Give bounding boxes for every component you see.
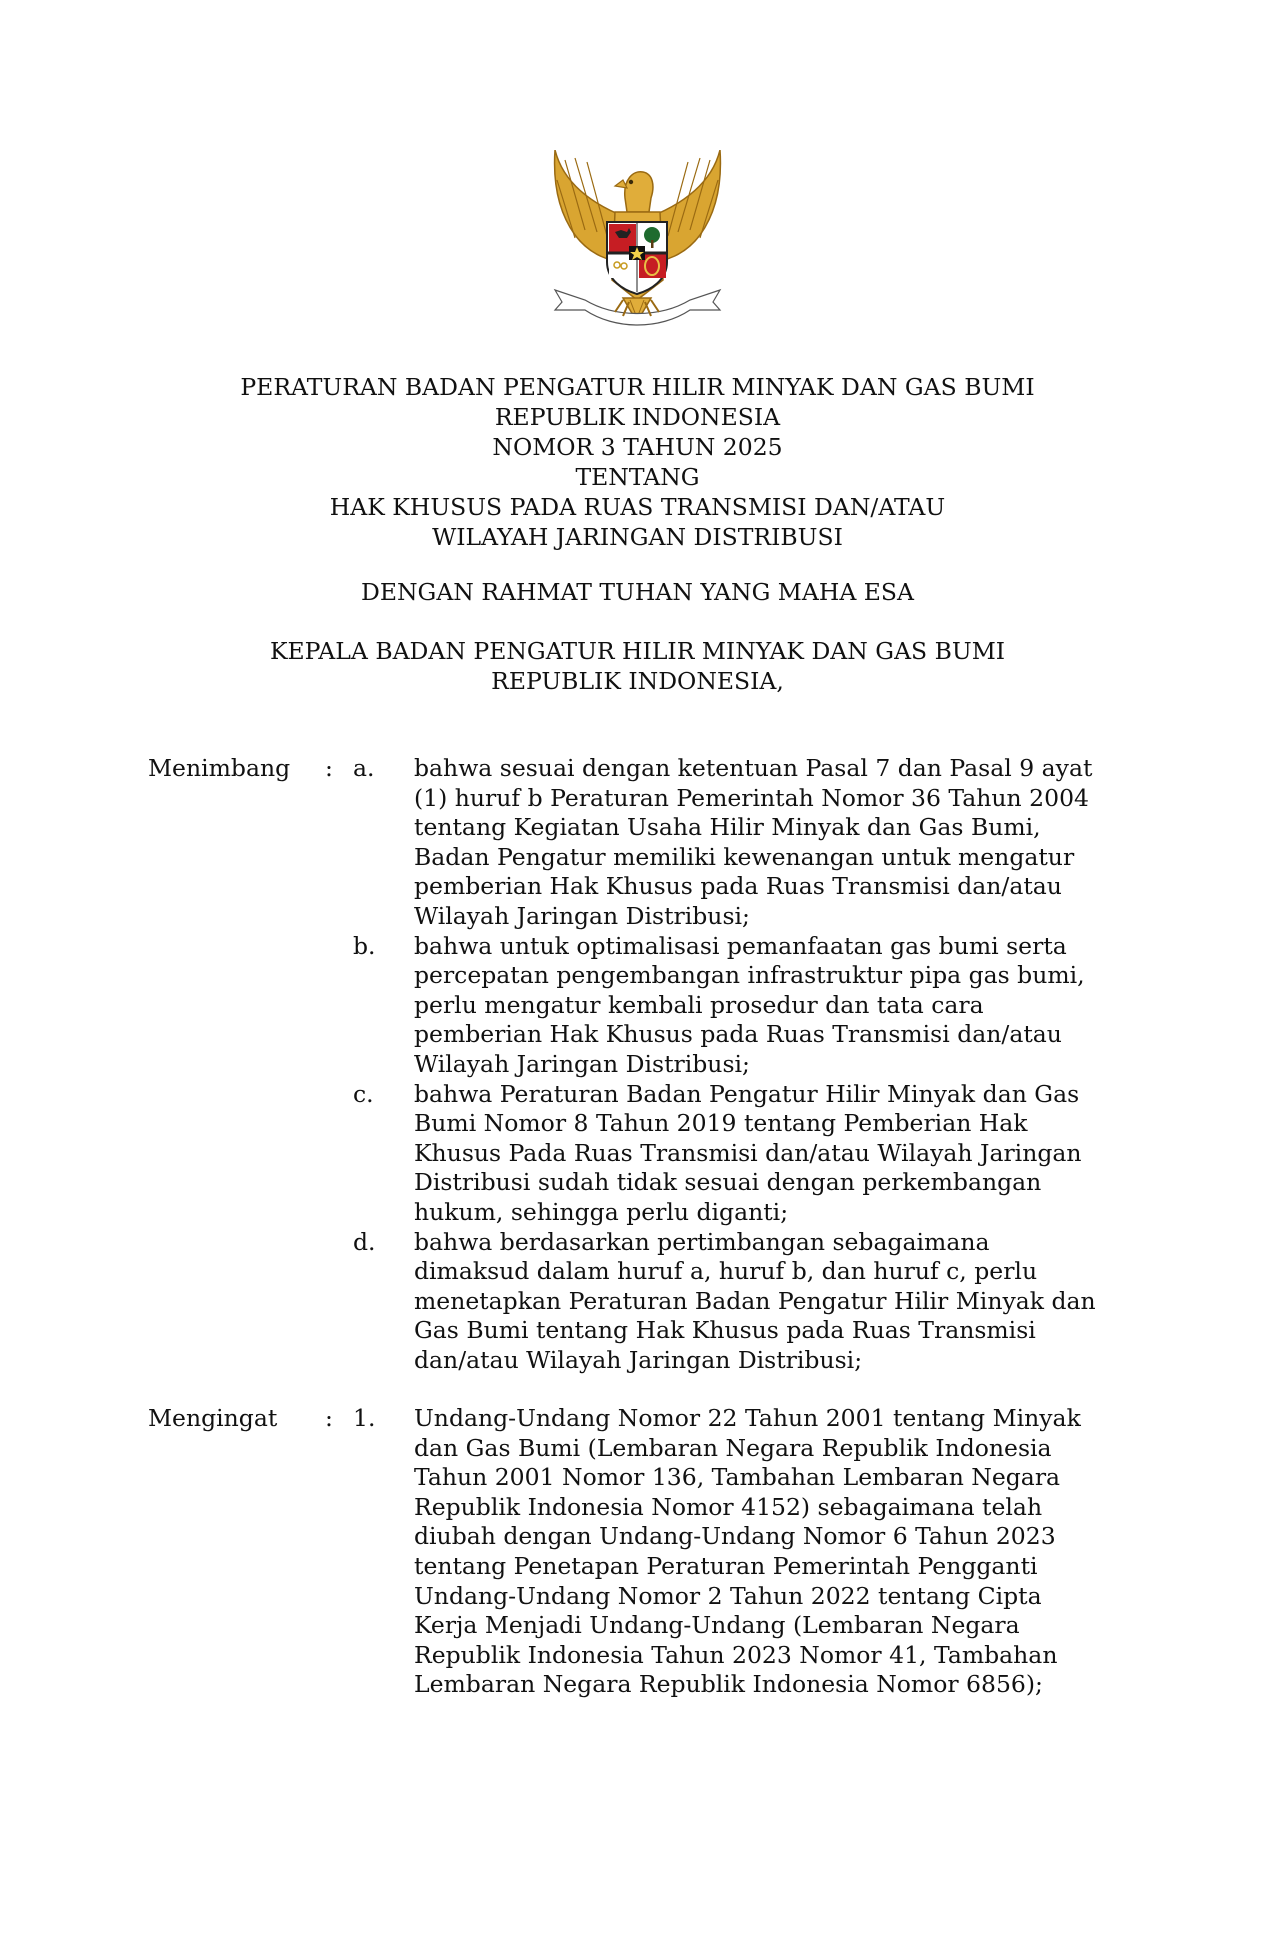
mengingat-section bbox=[148, 1404, 1133, 1700]
item-text bbox=[414, 1227, 1096, 1376]
item-marker: c. bbox=[353, 1079, 374, 1108]
text-line: bahwa sesuai dengan ketentuan Pasal 7 dan Pasal 9 ayat bbox=[414, 754, 1093, 782]
title-line: WILAYAH JARINGAN DISTRIBUSI bbox=[432, 523, 843, 551]
text-line: Republik Indonesia Tahun 2023 Nomor 41, Tambahan bbox=[414, 1640, 1058, 1669]
official-line: KEPALA BADAN PENGATUR HILIR MINYAK DAN GAS BUMI bbox=[269, 637, 1006, 665]
menimbang-item-d bbox=[148, 1228, 1133, 1376]
title-line: TENTANG bbox=[575, 463, 700, 491]
item-text bbox=[414, 754, 1093, 932]
section-label: Menimbang bbox=[148, 754, 291, 782]
title-line: REPUBLIK INDONESIA bbox=[494, 403, 781, 431]
text-line: Badan Pengatur memiliki kewenangan untuk mengatur bbox=[414, 842, 1075, 871]
text-line: Distribusi sudah tidak sesuai dengan perkembangan bbox=[414, 1168, 1042, 1197]
blessing-line bbox=[140, 577, 1135, 607]
menimbang-item-a bbox=[148, 754, 1133, 932]
text-line: tentang Kegiatan Usaha Hilir Minyak dan Gas Bumi, bbox=[414, 813, 1041, 842]
item-marker: 1. bbox=[353, 1404, 376, 1432]
item-marker: b. bbox=[353, 931, 376, 960]
blessing-text: DENGAN RAHMAT TUHAN YANG MAHA ESA bbox=[360, 578, 915, 606]
text-line: dan Gas Bumi (Lembaran Negara Republik Indonesia bbox=[414, 1433, 1052, 1462]
text-line: perlu mengatur kembali prosedur dan tata cara bbox=[414, 990, 984, 1019]
text-line: bahwa Peraturan Badan Pengatur Hilir Minyak dan Gas bbox=[414, 1079, 1080, 1108]
text-line: tentang Penetapan Peraturan Pemerintah Pengganti bbox=[414, 1551, 1038, 1580]
text-line: menetapkan Peraturan Badan Pengatur Hilir Minyak dan bbox=[414, 1286, 1096, 1315]
text-line: Lembaran Negara Republik Indonesia Nomor 6856); bbox=[414, 1670, 1043, 1699]
text-line: Republik Indonesia Nomor 4152) sebagaimana telah bbox=[414, 1492, 1043, 1521]
text-line: dan/atau Wilayah Jaringan Distribusi; bbox=[414, 1345, 863, 1374]
text-line: Bumi Nomor 8 Tahun 2019 tentang Pemberian Hak bbox=[414, 1109, 1028, 1138]
item-marker: d. bbox=[353, 1227, 376, 1256]
text-line: Gas Bumi tentang Hak Khusus pada Ruas Transmisi bbox=[414, 1316, 1036, 1345]
title-line: PERATURAN BADAN PENGATUR HILIR MINYAK DAN GAS BUMI bbox=[240, 373, 1035, 401]
section-colon: : bbox=[325, 1404, 333, 1432]
text-line: bahwa untuk optimalisasi pemanfaatan gas bumi serta bbox=[414, 931, 1067, 960]
regulation-title bbox=[140, 372, 1135, 552]
text-line: Wilayah Jaringan Distribusi; bbox=[414, 901, 750, 930]
mengingat-item-1 bbox=[148, 1404, 1133, 1700]
text-line: percepatan pengembangan infrastruktur pipa gas bumi, bbox=[414, 961, 1085, 990]
text-line: pemberian Hak Khusus pada Ruas Transmisi dan/atau bbox=[414, 872, 1062, 901]
title-line: HAK KHUSUS PADA RUAS TRANSMISI DAN/ATAU bbox=[329, 493, 946, 521]
text-line: pemberian Hak Khusus pada Ruas Transmisi dan/atau bbox=[414, 1020, 1062, 1049]
text-line: Khusus Pada Ruas Transmisi dan/atau Wilayah Jaringan bbox=[414, 1138, 1082, 1167]
section-label: Mengingat bbox=[148, 1404, 278, 1432]
text-line: dimaksud dalam huruf a, huruf b, dan huruf c, perlu bbox=[414, 1257, 1038, 1286]
menimbang-item-b bbox=[148, 932, 1133, 1080]
garuda-pancasila-emblem bbox=[545, 150, 730, 345]
item-marker: a. bbox=[353, 754, 375, 782]
text-line: Undang-Undang Nomor 22 Tahun 2001 tentang Minyak bbox=[414, 1404, 1081, 1432]
text-line: bahwa berdasarkan pertimbangan sebagaimana bbox=[414, 1227, 990, 1256]
menimbang-item-c bbox=[148, 1080, 1133, 1228]
text-line: Tahun 2001 Nomor 136, Tambahan Lembaran Negara bbox=[414, 1463, 1061, 1492]
text-line: Wilayah Jaringan Distribusi; bbox=[414, 1049, 750, 1078]
text-line: Kerja Menjadi Undang-Undang (Lembaran Negara bbox=[414, 1611, 1020, 1640]
item-text bbox=[414, 931, 1085, 1080]
text-line: hukum, sehingga perlu diganti; bbox=[414, 1197, 789, 1226]
issuing-official bbox=[140, 636, 1135, 696]
item-text bbox=[414, 1404, 1081, 1700]
menimbang-section bbox=[148, 754, 1133, 1375]
text-line: (1) huruf b Peraturan Pemerintah Nomor 36 Tahun 2004 bbox=[414, 783, 1089, 812]
text-line: Undang-Undang Nomor 2 Tahun 2022 tentang Cipta bbox=[414, 1581, 1042, 1610]
title-line: NOMOR 3 TAHUN 2025 bbox=[492, 433, 783, 461]
section-colon: : bbox=[325, 754, 333, 782]
official-line: REPUBLIK INDONESIA, bbox=[491, 667, 784, 695]
item-text bbox=[414, 1079, 1082, 1228]
text-line: diubah dengan Undang-Undang Nomor 6 Tahun 2023 bbox=[414, 1522, 1056, 1551]
